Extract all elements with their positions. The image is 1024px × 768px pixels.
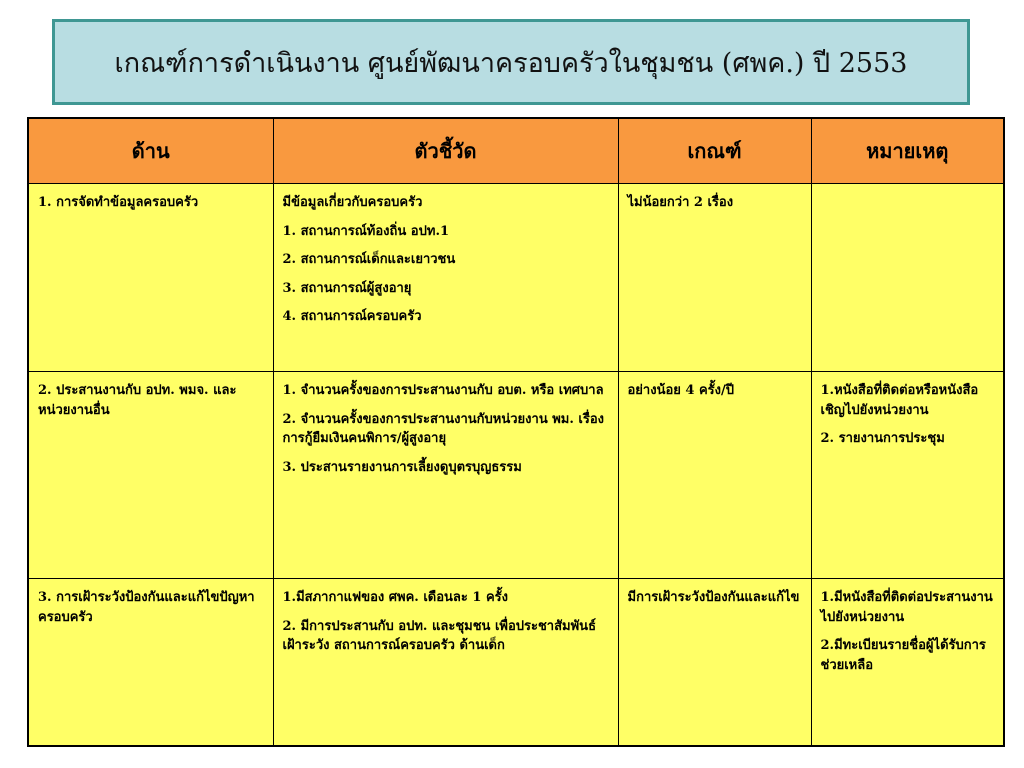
column-header-aspect: ด้าน [28, 118, 273, 184]
title-box [52, 19, 970, 105]
criteria-cell [618, 372, 811, 579]
column-header-criteria: เกณฑ์ [618, 118, 811, 184]
remark-line: 1.มีหนังสือที่ติดต่อประสานงานไปยังหน่วยงาน [820, 590, 993, 625]
remark-line: 1.หนังสือที่ติดต่อหรือหนังสือเชิญไปยังหน่วยงาน [820, 383, 979, 418]
indicator-line: 2. มีการประสานกับ อปท. และชุมชน เพื่อประชาสัมพันธ์เฝ้าระวัง สถานการณ์ครอบครัว ด้านเด็ก [282, 618, 596, 653]
remark-line: 2. รายงานการประชุม [820, 431, 945, 446]
table-header-row [28, 118, 1004, 184]
criteria-cell [618, 579, 811, 747]
remarks-cell [811, 579, 1004, 747]
indicator-cell [273, 579, 618, 747]
criteria-text: ไม่น้อยกว่า 2 เรื่อง [627, 195, 734, 210]
column-header-indicator: ตัวชี้วัด [273, 118, 618, 184]
table-row [28, 184, 1004, 372]
aspect-cell [28, 184, 273, 372]
remarks-cell [811, 184, 1004, 372]
indicator-line: 3. สถานการณ์ผู้สูงอายุ [282, 280, 412, 296]
indicator-line: 2. จำนวนครั้งของการประสานงานกับหน่วยงาน พม. เรื่องการกู้ยืมเงินคนพิการ/ผู้สูงอายุ [282, 411, 605, 446]
aspect-text: 2. ประสานงานกับ อปท. พมจ. และ หน่วยงานอื่น [38, 383, 237, 418]
indicator-line: 4. สถานการณ์ครอบครัว [282, 309, 422, 324]
indicator-line: 2. สถานการณ์เด็กและเยาวชน [282, 252, 456, 267]
remark-line: 2.มีทะเบียนรายชื่อผู้ได้รับการช่วยเหลือ [820, 638, 986, 673]
indicator-line: มีข้อมูลเกี่ยวกับครอบครัว [282, 195, 423, 210]
indicator-line: 1.มีสภากาแฟของ ศพค. เดือนละ 1 ครั้ง [282, 590, 508, 605]
criteria-text: มีการเฝ้าระวังป้องกันและแก้ไข [627, 590, 800, 605]
criteria-table [27, 117, 1005, 747]
page-title: เกณฑ์การดำเนินงาน ศูนย์พัฒนาครอบครัวในชุมชน (ศพค.) ปี 2553 [114, 47, 908, 79]
indicator-line: 1. จำนวนครั้งของการประสานงานกับ อบต. หรือ เทศบาล [282, 383, 604, 398]
table-row [28, 372, 1004, 579]
indicator-line: 3. ประสานรายงานการเลี้ยงดูบุตรบุญธรรม [282, 459, 522, 475]
indicator-cell [273, 372, 618, 579]
remarks-cell [811, 372, 1004, 579]
column-header-remarks: หมายเหตุ [811, 118, 1004, 184]
aspect-text: 3. การเฝ้าระวังป้องกันและแก้ไขปัญหาครอบครัว [38, 590, 255, 625]
indicator-cell [273, 184, 618, 372]
aspect-cell [28, 372, 273, 579]
criteria-cell [618, 184, 811, 372]
indicator-line: 1. สถานการณ์ท้องถิ่น อปท.1 [282, 223, 450, 239]
table-row [28, 579, 1004, 747]
aspect-cell [28, 579, 273, 747]
aspect-text: 1. การจัดทำข้อมูลครอบครัว [38, 195, 199, 210]
criteria-text: อย่างน้อย 4 ครั้ง/ปี [627, 383, 735, 398]
